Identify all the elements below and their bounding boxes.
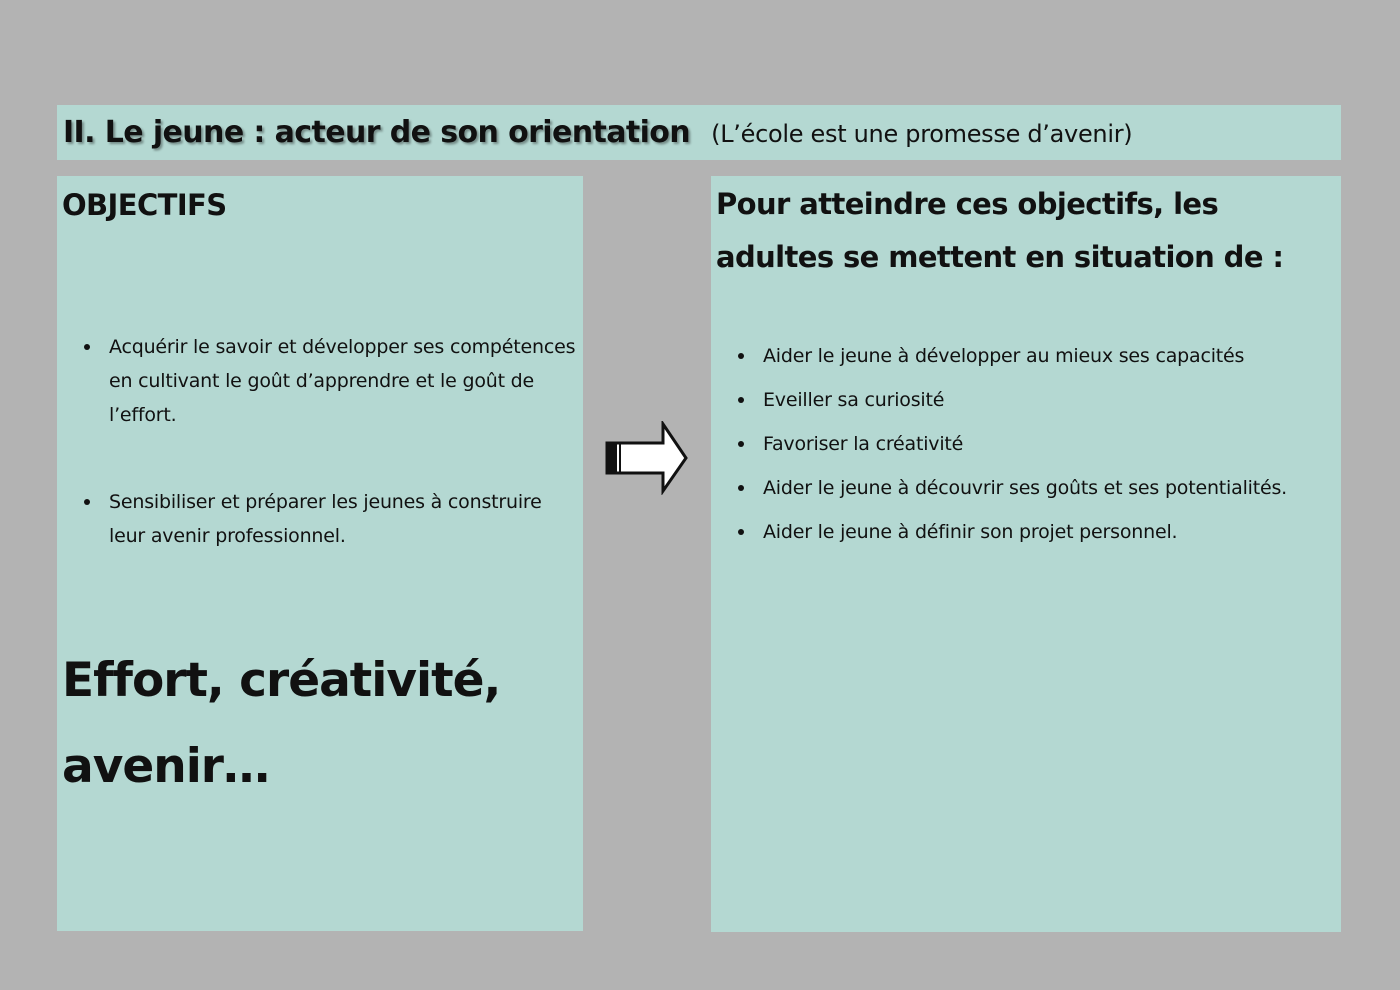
- action-text: Aider le jeune à découvrir ses goûts et ses potentialités.: [763, 477, 1288, 499]
- page-subtitle: (L’école est une promesse d’avenir): [711, 120, 1133, 148]
- action-text: Aider le jeune à définir son projet personnel.: [763, 521, 1178, 543]
- bullet-icon: [738, 397, 744, 403]
- action-text: Eveiller sa curiosité: [763, 389, 945, 411]
- objective-text: Acquérir le savoir et développer ses compétences en cultivant le goût d’apprendre et le goût de l’effort.: [109, 336, 576, 426]
- list-item: [109, 485, 579, 553]
- bullet-icon: [738, 441, 744, 447]
- motto-text: Effort, créativité, avenir…: [62, 653, 501, 794]
- adults-heading: Pour atteindre ces objectifs, les adultes se mettent en situation de :: [716, 187, 1284, 274]
- action-text: Favoriser la créativité: [763, 433, 964, 455]
- bullet-icon: [84, 499, 90, 505]
- objectives-list: [109, 330, 579, 606]
- list-item: [763, 383, 1333, 417]
- bullet-icon: [738, 529, 744, 535]
- right-arrow-icon: [603, 421, 689, 495]
- adults-panel: [711, 176, 1341, 932]
- action-text: Aider le jeune à développer au mieux ses capacités: [763, 345, 1245, 367]
- list-item: [763, 339, 1333, 373]
- list-item: [763, 427, 1333, 461]
- bullet-icon: [738, 485, 744, 491]
- list-item: [763, 515, 1333, 549]
- page-title: II. Le jeune : acteur de son orientation: [63, 115, 691, 150]
- list-item: [109, 330, 579, 432]
- objective-text: Sensibiliser et préparer les jeunes à construire leur avenir professionnel.: [109, 491, 542, 547]
- adults-list: [763, 339, 1333, 559]
- bullet-icon: [738, 353, 744, 359]
- bullet-icon: [84, 344, 90, 350]
- list-item: [763, 471, 1333, 505]
- objectives-heading: OBJECTIFS: [62, 188, 227, 222]
- title-bar: [57, 105, 1341, 160]
- objectives-panel: [57, 176, 583, 931]
